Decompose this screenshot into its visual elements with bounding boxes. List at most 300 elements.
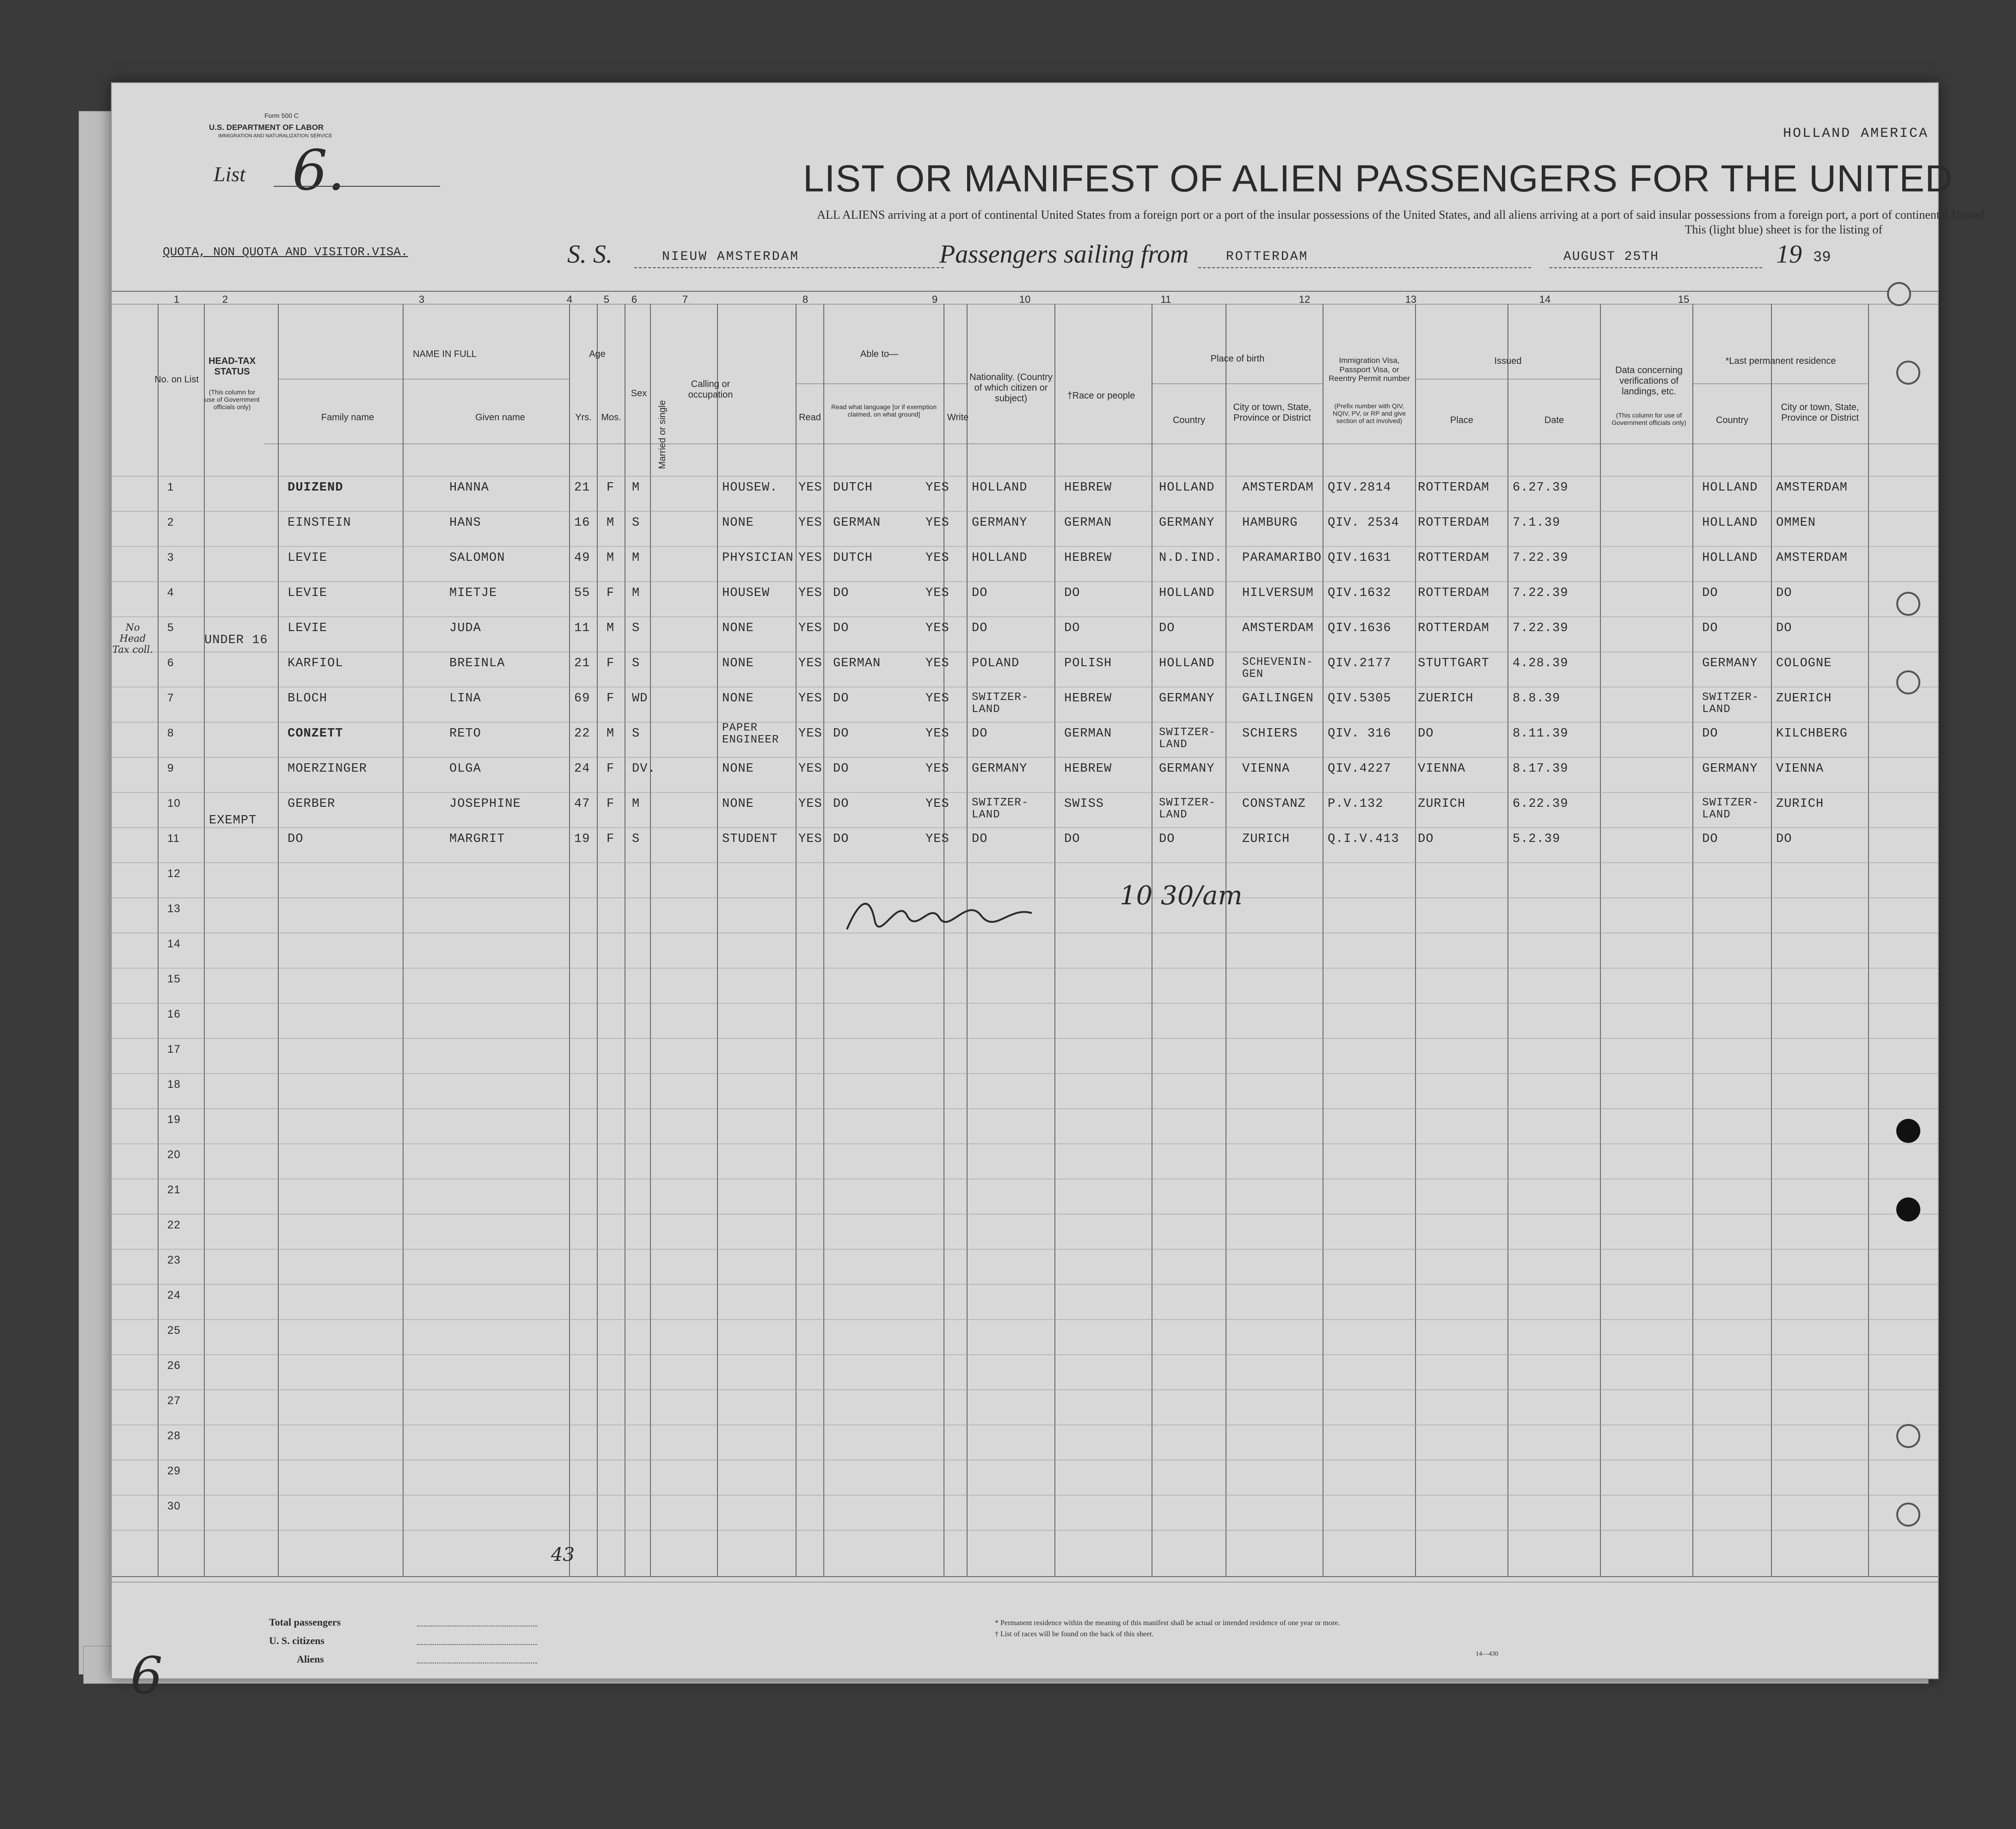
passenger-marital-status: S	[632, 516, 640, 530]
passenger-age-years: 69	[574, 692, 590, 706]
col-number-8: 8	[802, 294, 809, 305]
col-number-12: 12	[1299, 294, 1311, 305]
header-visa: Immigration Visa, Passport Visa, or Reentry Permit number	[1329, 356, 1410, 383]
passenger-birth-country: HOLLAND	[1159, 657, 1215, 670]
passenger-birth-city: HAMBURG	[1242, 516, 1298, 530]
passenger-issued-date: 8.11.39	[1513, 727, 1569, 741]
passenger-residence-country: GERMANY	[1702, 657, 1758, 670]
passenger-marital-status: M	[632, 551, 640, 565]
header-issued-date: Date	[1544, 415, 1564, 425]
passenger-nationality: DO	[972, 832, 988, 846]
passenger-can-read: YES	[798, 586, 822, 600]
passenger-occupation: NONE	[722, 516, 754, 530]
passenger-race: HEBREW	[1064, 481, 1112, 495]
passenger-can-write: YES	[925, 481, 950, 495]
header-residence-country: Country	[1716, 415, 1749, 425]
passenger-birth-country: SWITZER-LAND	[1159, 726, 1216, 751]
ship-name-line	[634, 267, 944, 268]
manifest-subtitle: ALL ALIENS arriving at a port of continental United States from a foreign port or a port of the insular possessions of the United States, and all aliens arriving at a port of said insular possessions from a foreign port, a port of continental United	[817, 208, 1984, 221]
header-issued: Issued	[1494, 356, 1522, 366]
passenger-issued-date: 4.28.39	[1513, 657, 1569, 670]
header-residence-city: City or town, State, Province or District	[1781, 402, 1859, 423]
passenger-residence-city: COLOGNE	[1776, 657, 1832, 670]
passenger-family-name: LEVIE	[288, 586, 328, 600]
passenger-can-read: YES	[798, 481, 822, 495]
passenger-residence-country: GERMANY	[1702, 762, 1758, 776]
passenger-marital-status: S	[632, 727, 640, 741]
passenger-can-write: YES	[925, 727, 950, 741]
passenger-can-write: YES	[925, 832, 950, 846]
sailing-from-label: Passengers sailing from	[939, 240, 1189, 269]
header-birth-city: City or town, State, Province or District	[1233, 402, 1311, 423]
passenger-residence-city: AMSTERDAM	[1776, 551, 1848, 565]
passenger-birth-country: HOLLAND	[1159, 481, 1215, 495]
header-age-months: Mos.	[601, 412, 621, 423]
aliens-label: Aliens	[297, 1653, 324, 1665]
passenger-read-language: DUTCH	[833, 551, 873, 565]
footer-form-code: 14—430	[1476, 1651, 1498, 1657]
passenger-sex: M	[607, 551, 615, 565]
header-last-residence: *Last permanent residence	[1725, 356, 1836, 366]
passenger-nationality: DO	[972, 621, 988, 635]
ss-label: S. S.	[567, 240, 613, 269]
passenger-can-read: YES	[798, 762, 822, 776]
passenger-age-years: 47	[574, 797, 590, 811]
passenger-family-name: CONZETT	[288, 727, 343, 741]
passenger-row-number: 6	[167, 657, 174, 669]
passenger-nationality: HOLLAND	[972, 481, 1028, 495]
passenger-birth-city: AMSTERDAM	[1242, 621, 1314, 635]
binder-hole	[1887, 282, 1911, 306]
manifest-page	[111, 82, 1984, 1705]
passenger-given-name: JOSEPHINE	[449, 797, 521, 811]
passenger-visa-number: QIV.1636	[1328, 621, 1391, 635]
passenger-read-language: DO	[833, 832, 849, 846]
passenger-read-language: DUTCH	[833, 481, 873, 495]
passenger-issued-place: ROTTERDAM	[1418, 621, 1489, 635]
head-tax-under-16: UNDER 16	[204, 633, 268, 647]
empty-row-number: 27	[167, 1394, 181, 1407]
passenger-race: DO	[1064, 832, 1080, 846]
date-line	[1550, 267, 1762, 268]
passenger-issued-place: ZUERICH	[1418, 692, 1474, 706]
passenger-age-years: 19	[574, 832, 590, 846]
passenger-residence-country: SWITZER-LAND	[1702, 797, 1759, 821]
binder-hole	[1896, 1197, 1920, 1221]
passenger-race: SWISS	[1064, 797, 1104, 811]
passenger-marital-status: S	[632, 621, 640, 635]
passenger-issued-date: 7.22.39	[1513, 551, 1569, 565]
empty-row-number: 29	[167, 1465, 181, 1477]
passenger-marital-status: S	[632, 832, 640, 846]
department-name: U.S. DEPARTMENT OF LABOR	[209, 123, 324, 132]
empty-row-number: 21	[167, 1184, 181, 1196]
passenger-birth-country: HOLLAND	[1159, 586, 1215, 600]
passenger-visa-number: P.V.132	[1328, 797, 1384, 811]
passenger-can-write: YES	[925, 657, 950, 670]
header-visa-note: (Prefix number with QIV, NQIV, PV, or RP and give section of act involved)	[1332, 402, 1406, 425]
passenger-can-read: YES	[798, 692, 822, 706]
col-number-7: 7	[682, 294, 688, 305]
passenger-row-number: 11	[167, 832, 180, 845]
passenger-marital-status: WD	[632, 692, 648, 706]
passenger-marital-status: DV.	[632, 762, 656, 776]
passenger-can-write: YES	[925, 621, 950, 635]
header-write: Write	[947, 412, 969, 423]
passenger-given-name: BREINLA	[449, 657, 505, 670]
passenger-residence-country: DO	[1702, 621, 1718, 635]
header-married: Married or single	[657, 400, 668, 469]
passenger-row-number: 2	[167, 516, 174, 528]
passenger-issued-place: VIENNA	[1418, 762, 1466, 776]
header-read: Read	[799, 412, 821, 423]
passenger-nationality: GERMANY	[972, 762, 1028, 776]
col-number-2: 2	[222, 294, 228, 305]
passenger-birth-city: SCHEVENIN-GEN	[1242, 656, 1314, 681]
passenger-sex: M	[607, 621, 615, 635]
passenger-issued-place: ROTTERDAM	[1418, 551, 1489, 565]
col-number-6: 6	[631, 294, 637, 305]
empty-row-number: 14	[167, 938, 181, 950]
passenger-nationality: SWITZER-LAND	[972, 797, 1029, 821]
passenger-sex: F	[607, 692, 615, 706]
manifest-title: LIST OR MANIFEST OF ALIEN PASSENGERS FOR THE UNITED	[803, 158, 1953, 200]
passenger-residence-city: VIENNA	[1776, 762, 1824, 776]
passenger-sex: F	[607, 762, 615, 776]
passenger-race: HEBREW	[1064, 692, 1112, 706]
passenger-occupation: NONE	[722, 692, 754, 706]
service-name: IMMIGRATION AND NATURALIZATION SERVICE	[218, 133, 332, 139]
passenger-birth-country: GERMANY	[1159, 692, 1215, 706]
passenger-can-write: YES	[925, 586, 950, 600]
passenger-family-name: KARFIOL	[288, 657, 343, 670]
passenger-residence-country: HOLLAND	[1702, 551, 1758, 565]
binder-hole	[1896, 361, 1920, 385]
passenger-family-name: LEVIE	[288, 621, 328, 635]
passenger-given-name: RETO	[449, 727, 481, 741]
passenger-read-language: DO	[833, 797, 849, 811]
passenger-row-number: 10	[167, 797, 181, 810]
passenger-residence-country: HOLLAND	[1702, 516, 1758, 530]
passenger-residence-country: HOLLAND	[1702, 481, 1758, 495]
port-line	[1198, 267, 1531, 268]
passenger-row-number: 5	[167, 621, 174, 634]
passenger-age-years: 24	[574, 762, 590, 776]
empty-row-number: 19	[167, 1113, 181, 1126]
passenger-read-language: DO	[833, 692, 849, 706]
passenger-residence-city: AMSTERDAM	[1776, 481, 1848, 495]
passenger-issued-date: 6.27.39	[1513, 481, 1569, 495]
passenger-race: POLISH	[1064, 657, 1112, 670]
passenger-family-name: LEVIE	[288, 551, 328, 565]
passenger-issued-date: 8.8.39	[1513, 692, 1561, 706]
empty-row-number: 20	[167, 1148, 181, 1161]
passenger-age-years: 16	[574, 516, 590, 530]
passenger-race: HEBREW	[1064, 762, 1112, 776]
passenger-sex: F	[607, 832, 615, 846]
passenger-sex: F	[607, 657, 615, 670]
passenger-nationality: DO	[972, 727, 988, 741]
passenger-marital-status: M	[632, 481, 640, 495]
passenger-can-read: YES	[798, 516, 822, 530]
col-number-11: 11	[1160, 294, 1171, 305]
header-birth-country: Country	[1172, 415, 1206, 425]
year-suffix: 39	[1813, 249, 1831, 266]
col-number-5: 5	[603, 294, 610, 305]
binder-hole	[1896, 592, 1920, 616]
header-age-years: Yrs.	[575, 412, 592, 423]
passenger-read-language: GERMAN	[833, 516, 881, 530]
passenger-birth-city: HILVERSUM	[1242, 586, 1314, 600]
passenger-issued-place: ROTTERDAM	[1418, 586, 1489, 600]
passenger-issued-place: STUTTGART	[1418, 657, 1489, 670]
passenger-issued-date: 8.17.39	[1513, 762, 1569, 776]
passenger-residence-city: DO	[1776, 832, 1792, 846]
empty-row-number: 23	[167, 1254, 181, 1266]
header-age: Age	[589, 349, 606, 359]
empty-row-number: 12	[167, 867, 181, 880]
head-tax-exempt: EXEMPT	[209, 814, 257, 828]
passenger-occupation: PAPER ENGINEER	[722, 722, 779, 746]
passenger-occupation: NONE	[722, 762, 754, 776]
passenger-row-number: 9	[167, 762, 174, 774]
us-citizens-line	[417, 1644, 537, 1645]
passenger-family-name: MOERZINGER	[288, 762, 368, 776]
passenger-occupation: NONE	[722, 657, 754, 670]
passenger-issued-date: 6.22.39	[1513, 797, 1569, 811]
passenger-race: DO	[1064, 586, 1080, 600]
passenger-residence-country: DO	[1702, 586, 1718, 600]
passenger-nationality: GERMANY	[972, 516, 1028, 530]
passenger-visa-number: QIV.4227	[1328, 762, 1391, 776]
passenger-sex: F	[607, 797, 615, 811]
passenger-age-years: 55	[574, 586, 590, 600]
page-count: 43	[551, 1544, 575, 1565]
passenger-marital-status: M	[632, 586, 640, 600]
header-head-tax: HEAD-TAX STATUS	[208, 356, 256, 377]
passenger-can-write: YES	[925, 692, 950, 706]
head-tax-side-note: No Head Tax coll.	[112, 622, 153, 655]
header-calling: Calling or occupation	[688, 379, 733, 400]
empty-row-number: 22	[167, 1219, 181, 1231]
header-sex: Sex	[631, 388, 647, 399]
col-number-10: 10	[1019, 294, 1031, 305]
passenger-row-number: 1	[167, 481, 174, 493]
empty-row-number: 13	[167, 902, 181, 915]
passenger-age-years: 21	[574, 481, 590, 495]
passenger-birth-city: SCHIERS	[1242, 727, 1298, 741]
passenger-can-write: YES	[925, 516, 950, 530]
passenger-family-name: DO	[288, 832, 304, 846]
passenger-given-name: HANNA	[449, 481, 490, 495]
header-nationality: Nationality. (Country of which citizen or subject)	[969, 372, 1053, 404]
passenger-issued-place: ROTTERDAM	[1418, 516, 1489, 530]
header-race: †Race or people	[1067, 391, 1135, 401]
empty-row-number: 30	[167, 1500, 181, 1512]
passenger-given-name: LINA	[449, 692, 481, 706]
header-issued-place: Place	[1450, 415, 1474, 425]
empty-row-number: 17	[167, 1043, 181, 1056]
empty-row-number: 24	[167, 1289, 181, 1301]
passenger-can-read: YES	[798, 727, 822, 741]
header-no-on-list: No. on List	[154, 374, 199, 385]
passenger-residence-city: ZUERICH	[1776, 692, 1832, 706]
passenger-read-language: DO	[833, 621, 849, 635]
passenger-sex: M	[607, 727, 615, 741]
passenger-row-number: 3	[167, 551, 174, 564]
passenger-given-name: JUDA	[449, 621, 481, 635]
col-number-4: 4	[566, 294, 573, 305]
passenger-marital-status: S	[632, 657, 640, 670]
passenger-can-write: YES	[925, 797, 950, 811]
binder-hole	[1896, 670, 1920, 694]
passenger-read-language: DO	[833, 727, 849, 741]
binder-hole	[1896, 1119, 1920, 1143]
passenger-birth-city: CONSTANZ	[1242, 797, 1306, 811]
passenger-row-number: 7	[167, 692, 174, 704]
passenger-family-name: BLOCH	[288, 692, 328, 706]
passenger-residence-city: OMMEN	[1776, 516, 1816, 530]
passenger-age-years: 22	[574, 727, 590, 741]
passenger-nationality: HOLLAND	[972, 551, 1028, 565]
passenger-residence-city: ZURICH	[1776, 797, 1824, 811]
passenger-race: GERMAN	[1064, 516, 1112, 530]
passenger-read-language: DO	[833, 586, 849, 600]
passenger-can-read: YES	[798, 621, 822, 635]
passenger-birth-city: PARAMARIBO	[1242, 551, 1322, 565]
passenger-race: DO	[1064, 621, 1080, 635]
passenger-given-name: SALOMON	[449, 551, 505, 565]
empty-row-number: 15	[167, 973, 181, 985]
passenger-occupation: PHYSICIAN	[722, 551, 794, 565]
header-head-tax-note: (This column for use of Government officials only)	[204, 388, 260, 411]
visa-category: QUOTA, NON QUOTA AND VISITOR.VISA.	[163, 245, 408, 259]
year-prefix: 19	[1776, 240, 1802, 269]
list-label: List	[214, 162, 246, 186]
passenger-birth-country: DO	[1159, 621, 1175, 635]
passenger-row-number: 4	[167, 586, 174, 599]
passenger-sex: M	[607, 516, 615, 530]
list-number: 6.	[292, 139, 345, 203]
passenger-visa-number: QIV. 2534	[1328, 516, 1399, 530]
passenger-read-language: DO	[833, 762, 849, 776]
inspector-signature	[842, 888, 1036, 945]
passenger-residence-country: DO	[1702, 832, 1718, 846]
manifest-subtitle-2: This (light blue) sheet is for the listing of	[1685, 223, 1882, 236]
passenger-birth-country: GERMANY	[1159, 762, 1215, 776]
header-read-language: Read what language [or if exemption claimed, on what ground]	[831, 403, 937, 418]
passenger-birth-city: GAILINGEN	[1242, 692, 1314, 706]
margin-mark: 6	[130, 1646, 163, 1705]
empty-row-number: 26	[167, 1359, 181, 1372]
passenger-visa-number: QIV. 316	[1328, 727, 1391, 741]
passenger-read-language: GERMAN	[833, 657, 881, 670]
binder-hole	[1896, 1503, 1920, 1527]
header-place-of-birth: Place of birth	[1210, 354, 1265, 364]
passenger-issued-place: DO	[1418, 727, 1434, 741]
passenger-issued-date: 7.22.39	[1513, 621, 1569, 635]
header-able-to: Able to—	[860, 349, 899, 359]
sailing-date: AUGUST 25TH	[1563, 250, 1659, 264]
passenger-occupation: HOUSEW	[722, 586, 770, 600]
passenger-visa-number: QIV.1631	[1328, 551, 1391, 565]
empty-row-number: 28	[167, 1430, 181, 1442]
empty-row-number: 18	[167, 1078, 181, 1091]
passenger-can-write: YES	[925, 551, 950, 565]
passenger-nationality: DO	[972, 586, 988, 600]
passenger-family-name: DUIZEND	[288, 481, 343, 495]
passenger-given-name: OLGA	[449, 762, 481, 776]
col-number-15: 15	[1678, 294, 1690, 305]
passenger-issued-date: 7.22.39	[1513, 586, 1569, 600]
passenger-race: GERMAN	[1064, 727, 1112, 741]
passenger-birth-country: DO	[1159, 832, 1175, 846]
passenger-residence-country: DO	[1702, 727, 1718, 741]
col-number-14: 14	[1539, 294, 1551, 305]
passenger-residence-city: DO	[1776, 586, 1792, 600]
passenger-issued-date: 7.1.39	[1513, 516, 1561, 530]
empty-row-number: 25	[167, 1324, 181, 1337]
passenger-sex: F	[607, 586, 615, 600]
passenger-age-years: 21	[574, 657, 590, 670]
passenger-can-read: YES	[798, 657, 822, 670]
passenger-visa-number: QIV.2814	[1328, 481, 1391, 495]
passenger-nationality: POLAND	[972, 657, 1020, 670]
header-given-name: Given name	[475, 412, 525, 423]
col-number-3: 3	[418, 294, 425, 305]
passenger-can-read: YES	[798, 832, 822, 846]
passenger-age-years: 11	[574, 621, 590, 635]
passenger-family-name: GERBER	[288, 797, 336, 811]
ship-name: NIEUW AMSTERDAM	[662, 250, 800, 264]
header-data-note: (This column for use of Government officials only)	[1612, 411, 1686, 427]
passenger-visa-number: QIV.2177	[1328, 657, 1391, 670]
passenger-occupation: NONE	[722, 797, 754, 811]
total-passengers-label: Total passengers	[269, 1616, 341, 1628]
passenger-row-number: 8	[167, 727, 174, 739]
passenger-occupation: STUDENT	[722, 832, 778, 846]
col-number-13: 13	[1405, 294, 1417, 305]
passenger-visa-number: QIV.5305	[1328, 692, 1391, 706]
passenger-given-name: MIETJE	[449, 586, 497, 600]
passenger-nationality: SWITZER-LAND	[972, 691, 1029, 716]
passenger-birth-country: SWITZER-LAND	[1159, 797, 1216, 821]
passenger-birth-country: GERMANY	[1159, 516, 1215, 530]
us-citizens-label: U. S. citizens	[269, 1635, 325, 1646]
departure-port: ROTTERDAM	[1226, 250, 1309, 264]
passenger-sex: F	[607, 481, 615, 495]
passenger-issued-place: DO	[1418, 832, 1434, 846]
inspection-time: 10 30/am	[1120, 881, 1243, 911]
passenger-birth-city: AMSTERDAM	[1242, 481, 1314, 495]
passenger-occupation: HOUSEW.	[722, 481, 778, 495]
header-name-in-full: NAME IN FULL	[413, 349, 477, 359]
shipping-company: HOLLAND AMERICA	[1783, 126, 1929, 141]
passenger-family-name: EINSTEIN	[288, 516, 351, 530]
passenger-birth-city: VIENNA	[1242, 762, 1290, 776]
footnote-races: † List of races will be found on the back of this sheet.	[995, 1630, 1154, 1638]
col-number-9: 9	[931, 294, 938, 305]
passenger-visa-number: QIV.1632	[1328, 586, 1391, 600]
passenger-can-read: YES	[798, 551, 822, 565]
passenger-can-read: YES	[798, 797, 822, 811]
passenger-age-years: 49	[574, 551, 590, 565]
passenger-race: HEBREW	[1064, 551, 1112, 565]
passenger-given-name: MARGRIT	[449, 832, 505, 846]
manifest-grid	[112, 83, 1938, 1678]
passenger-birth-city: ZURICH	[1242, 832, 1290, 846]
passenger-issued-date: 5.2.39	[1513, 832, 1561, 846]
